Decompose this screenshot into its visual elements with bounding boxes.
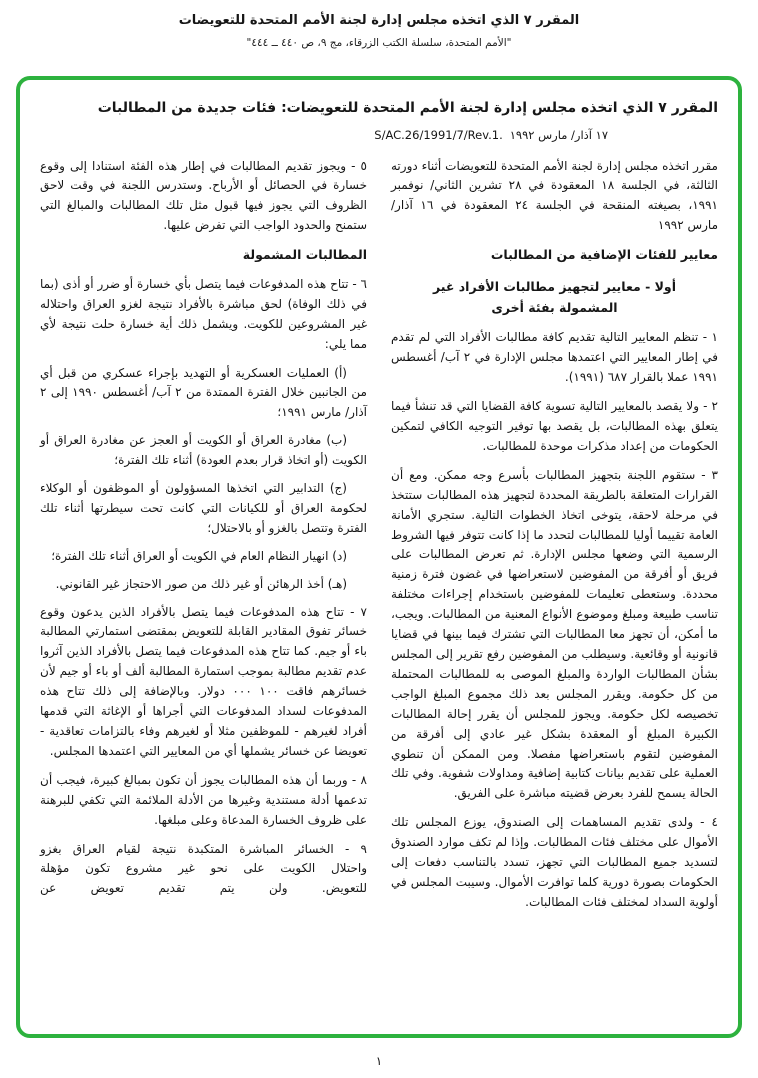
document-date: ١٧ آذار/ مارس ١٩٩٢ xyxy=(509,127,608,142)
part-one-heading: أولا - معايير لتجهيز مطالبات الأفراد غير المشمولة بفئة أخرى xyxy=(433,278,676,316)
page-header xyxy=(0,0,758,49)
document-symbol: S/AC.26/1991/7/Rev.1. xyxy=(374,127,503,142)
list-item-e: (هـ) أخذ الرهائن أو غير ذلك من صور الاحتجاز غير القانوني. xyxy=(55,576,347,591)
document-title: المقرر ٧ الذي اتخذه مجلس إدارة لجنة الأمم المتحدة للتعويضات: فئات جديدة من المطالبات xyxy=(97,100,718,116)
paragraph-7: ٧ - تتاح هذه المدفوعات فيما يتصل بالأفراد الذين يدعون وقوع خسائر تفوق المقادير القابلة للتعويض بمقتضى استمارتي المطالبة باء أو جيم. كما تتاح هذه المدفوعات فيما يتصل بالأفراد الذين آثروا عدم تقديم مطالبة بموجب استمارة المطالبة ألف أو باء أو جيم لأن خسائرهم فاقت ١٠٠ ٠٠٠ دولار. وبالإضافة إلى ذلك تتاح هذه المدفوعات لسداد المدفوعات التي أجراها أو الإغاثة التي قدمها أفراد لغيرهم - للموظفين مثلا أو لغيرهم وفاء بالتزامات تعاقدية - تعويضا عن خسائر يشملها أي من المعايير التي اعتمدها المجلس. xyxy=(40,604,367,758)
paragraph-2: ٢ - ولا يقصد بالمعايير التالية تسوية كافة القضايا التي قد تنشأ فيما يتعلق بهذه المطالبات، بل يقصد بها توفير التوجيه الكافي لتمكين الحكومات من إعداد مذكرات موحدة للمطالبات. xyxy=(391,399,718,453)
paragraph-9: ٩ - الخسائر المباشرة المتكبدة نتيجة لقيام العراق بغزو واحتلال الكويت على نحو غير مشروع تكون مؤهلة للتعويض. ولن يتم تقديم تعويض عن xyxy=(40,841,367,896)
criteria-section-heading: معايير للفئات الإضافية من المطالبات xyxy=(490,247,718,263)
header-subtitle: "الأمم المتحدة، سلسلة الكتب الزرقاء، مج ٩، ص ٤٤٠ ــ ٤٤٤" xyxy=(246,37,512,49)
document-frame xyxy=(16,76,742,1038)
decision-intro: مقرر اتخذه مجلس إدارة لجنة الأمم المتحدة للتعويضات أثناء دورته الثالثة، في الجلسة ١٨ المعقودة في ٢٨ تشرين الثاني/ نوفمبر ١٩٩١، بصيغته المنقحة في الجلسة ٢٤ المعقودة في ١٦ آذار/ مارس ١٩٩٢ xyxy=(391,158,718,233)
list-item-d: (د) انهيار النظام العام في الكويت أو العراق أثناء تلك الفترة؛ xyxy=(51,548,347,563)
paragraph-4: ٤ - ولدى تقديم المساهمات إلى الصندوق، يوزع المجلس تلك الأموال على مختلف فئات المطالبات. وإذا لم تكف موارد الصندوق لتسديد جميع المطالبات التي تجهز، تسدد بالتناسب دفعات إلى الحكومات بصورة دورية كلما توافرت الأموال. وسيبت المجلس في أولوية السداد لمختلف فئات المطالبات. xyxy=(391,815,718,909)
paragraph-3: ٣ - ستقوم اللجنة بتجهيز المطالبات بأسرع وجه ممكن. ومع أن القرارات المتعلقة بالطريقة المحددة لتجهيز هذه المطالبات ستتخذ في مرحلة لاحقة، يتوخى اتخاذ الخطوات التالية. ستجري الأمانة العامة تقييما أوليا للمطالبات لتحدد ما إذا كانت تتوفر فيها الشروط الرسمية التي وضعها مجلس الإدارة. ثم تعرض المطالبات على فريق أو أفرقة من المفوضين لاستعراضها في غضون فترة زمنية محددة. وستعطى تعليمات للمفوضين باستخدام إجراءات مختلفة تناسب طبيعة ومبلغ وموضوع الأنواع المعنية من المطالبات. ويجب، ما أمكن، أن تجهز معا المطالبات التي تشترك فيما بينها في قضايا قانونية أو وقائعية. وسيطلب من المفوضين رفع تقرير إلى المجلس بشأن المطالبات الواردة والمبلغ الموصى به للمطالبات المحتملة من كل حكومة. ويقرر المجلس بعد ذلك مجموع المبلغ الواجب تخصيصه لكل حكومة. ويجوز للمجلس أن يقرر إحالة المطالبات الكبيرة المبلغ أو المعقدة بشكل غير عادي إلى أفرقة من المفوضين لتقوم باستعراضها مفصلا. ومن الممكن أن تنطوي العملية على تقديم بيانات كتابية إضافية ومداولات شفوية. وفي تلك الحالة يسمح للفرد بعرض قضيته مباشرة على الفريق. xyxy=(391,467,718,801)
page-number: ١ xyxy=(375,1054,383,1068)
paragraph-1: ١ - تنظم المعايير التالية تقديم كافة مطالبات الأفراد التي لم تقدم في إطار المعايير التي اعتمدها مجلس الإدارة في ٢ آب/ أغسطس ١٩٩١ عملا بالقرار ٦٨٧ (١٩٩١). xyxy=(391,330,718,385)
header-title: المقرر ٧ الذي اتخذه مجلس إدارة لجنة الأمم المتحدة للتعويضات xyxy=(178,13,580,28)
list-item-b: (ب) مغادرة العراق أو الكويت أو العجز عن مغادرة العراق أو الكويت (أو اتخاذ قرار بعدم العودة) أثناء تلك الفترة؛ xyxy=(40,433,367,468)
list-item-a: (أ) العمليات العسكرية أو التهديد بإجراء عسكري من قبل أي من الجانبين خلال الفترة الممتدة من ٢ آب/ أغسطس ١٩٩٠ إلى ٢ آذار/ مارس ١٩٩١؛ xyxy=(40,365,367,420)
paragraph-8: ٨ - وربما أن هذه المطالبات يجوز أن تكون بمبالغ كبيرة، فيجب أن تدعمها أدلة مستندية وغيرها من الأدلة الملائمة التي تكفي للبرهنة على ظروف الخسارة المدعاة وعلى مبلغها. xyxy=(40,772,367,827)
covered-claims-heading: المطالبات المشمولة xyxy=(242,247,367,263)
document-reference xyxy=(374,128,608,142)
column-left xyxy=(40,157,367,922)
page-footer xyxy=(0,1054,758,1068)
column-right xyxy=(391,157,718,922)
paragraph-6: ٦ - تتاح هذه المدفوعات فيما يتصل بأي خسارة أو ضرر أو أذى (بما في ذلك الوفاة) لحق مباشرة بالأفراد نتيجة لغزو العراق واحتلاله غير المشروعين للكويت. ويشمل ذلك أية خسارة حلت نتيجة لأي مما يلي: xyxy=(40,276,367,351)
paragraph-5: ٥ - ويجوز تقديم المطالبات في إطار هذه الفئة استنادا إلى وقوع خسارة في الحصائل أو الأرباح. وستدرس اللجنة في وقت لاحق الظروف التي يجوز فيها قبول مثل تلك المطالبات والمبالغ التي ستمنح والحدود الواجب التي تفرض عليها. xyxy=(40,158,367,233)
list-item-c: (ج) التدابير التي اتخذها المسؤولون أو الموظفون أو الوكلاء لحكومة العراق أو للكيانات التي كانت تحت سيطرتها أثناء تلك الفترة وتتصل بالغزو أو بالاحتلال؛ xyxy=(40,481,367,535)
two-column-layout xyxy=(40,157,718,922)
